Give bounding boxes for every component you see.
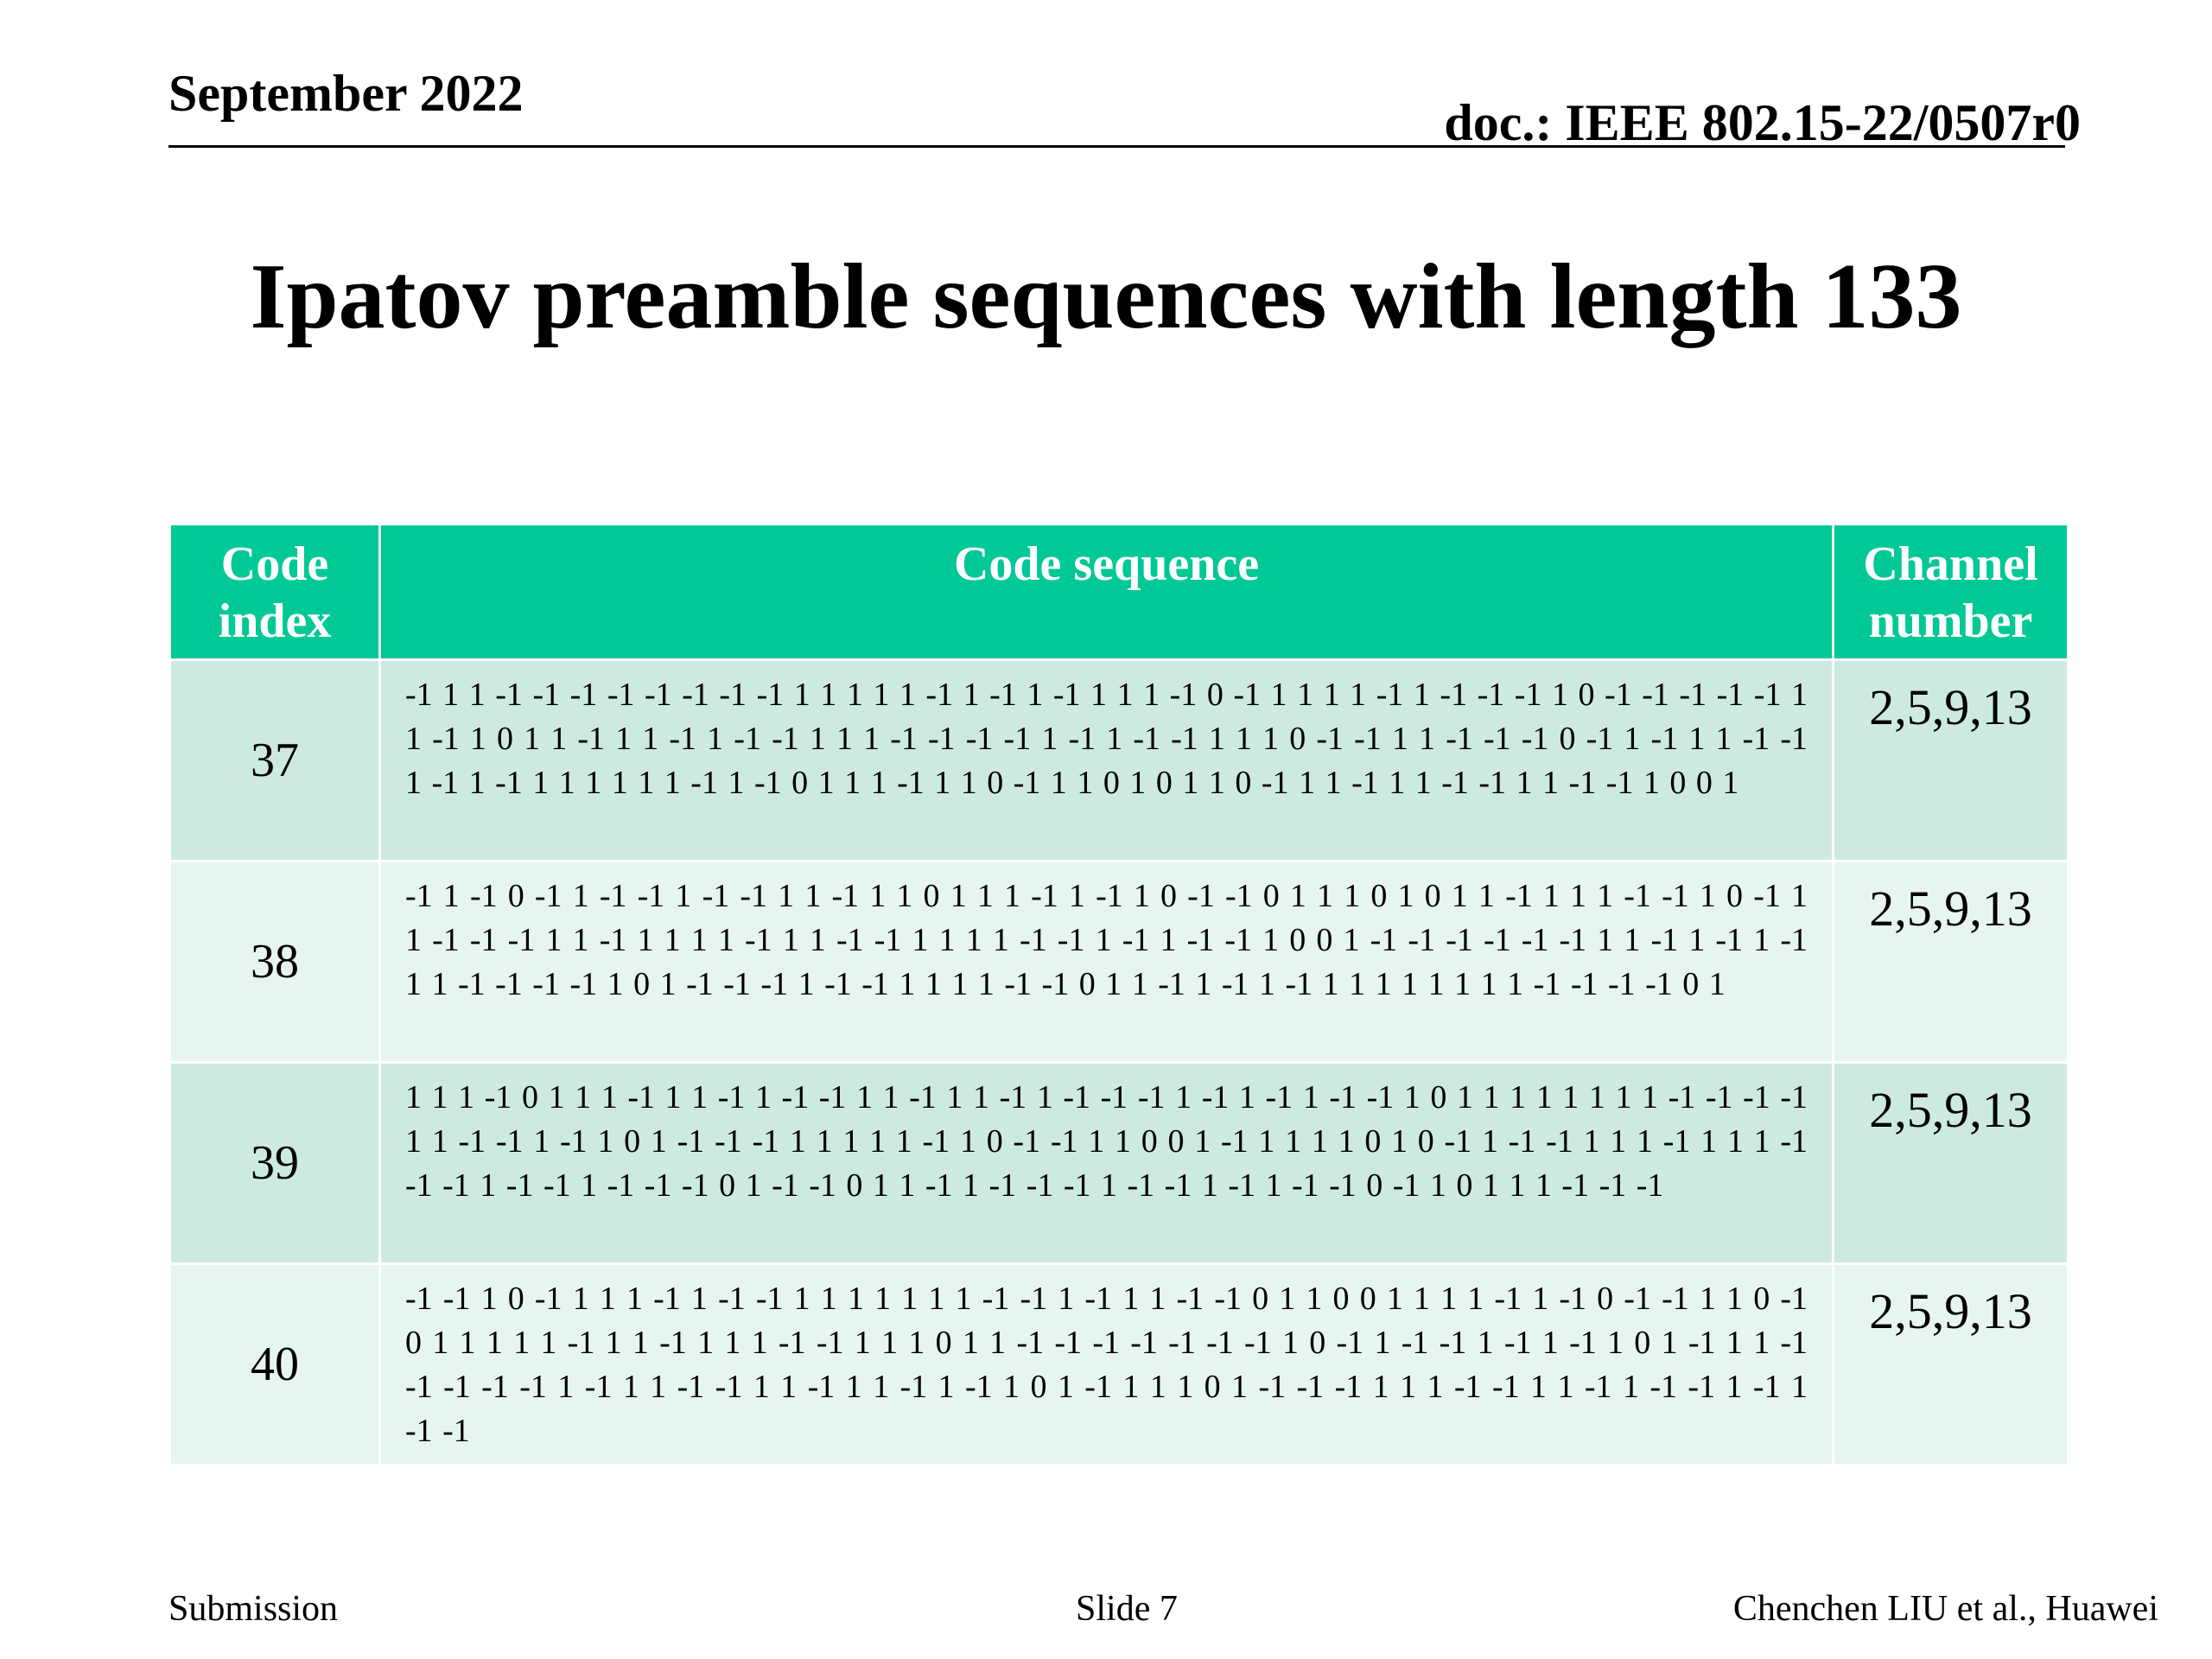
table-row xyxy=(170,861,2069,1063)
channel-number-cell: 2,5,9,13 xyxy=(1834,861,2069,1063)
table-row xyxy=(170,1063,2069,1264)
channel-number-cell: 2,5,9,13 xyxy=(1834,1264,2069,1465)
footer-slide-number: Slide 7 xyxy=(1076,1589,1178,1629)
footer-author: Chenchen LIU et al., Huawei xyxy=(1732,1589,2158,1629)
code-index-cell: 39 xyxy=(170,1063,380,1264)
header-channel-number: Channel number xyxy=(1834,524,2069,660)
table-header-row xyxy=(170,524,2069,660)
channel-number-cell: 2,5,9,13 xyxy=(1834,660,2069,861)
channel-number-cell: 2,5,9,13 xyxy=(1834,1063,2069,1264)
code-index-cell: 40 xyxy=(170,1264,380,1465)
code-sequence-cell: -1 1 -1 0 -1 1 -1 -1 1 -1 -1 1 1 -1 1 1 0 1 1 1 -1 1 -1 1 0 -1 -1 0 1 1 1 0 1 0 1 1 -1 1 1 1 -1 -1 1 0 -1 1 1 -1 -1 -1 1 1 -1 1 1 1 1 -1 1 1 -1 -1 1 1 1 1 -1 -1 1 -1 1 -1 -1 1 0 0 1 -1 -1 -1 -1 -1 -1 1 1 -1 1 -1 1 -1 1 1 -1 -1 -1 -1 1 0 1 -1 -1 -1 1 -1 -1 1 1 1 1 -1 -1 0 1 1 -1 1 -1 1 -1 1 1 1 1 1 1 1 1 -1 -1 -1 -1 0 1 xyxy=(380,861,1834,1063)
header-code-sequence: Code sequence xyxy=(380,524,1834,660)
code-sequence-cell: 1 1 1 -1 0 1 1 1 -1 1 1 -1 1 -1 -1 1 1 -1 1 1 -1 1 -1 -1 -1 1 -1 1 -1 1 -1 -1 1 0 1 1 1 1 1 1 1 1 -1 -1 -1 -1 1 1 -1 -1 1 -1 1 0 1 -1 -1 -1 1 1 1 1 1 -1 1 0 -1 -1 1 1 0 0 1 -1 1 1 1 1 0 1 0 -1 1 -1 -1 1 1 1 -1 1 1 1 -1 -1 -1 1 -1 -1 1 -1 -1 -1 0 1 -1 -1 0 1 1 -1 1 -1 -1 -1 1 -1 -1 1 -1 1 -1 -1 0 -1 1 0 1 1 1 -1 -1 -1 xyxy=(380,1063,1834,1264)
code-sequence-cell: -1 1 1 -1 -1 -1 -1 -1 -1 -1 -1 1 1 1 1 1 -1 1 -1 1 -1 1 1 1 -1 0 -1 1 1 1 1 -1 1 -1 -1 -1 1 0 -1 -1 -1 -1 -1 1 1 -1 1 0 1 1 -1 1 1 -1 1 -1 -1 1 1 1 -1 -1 -1 -1 1 -1 1 -1 -1 1 1 1 0 -1 -1 1 1 -1 -1 -1 0 -1 1 -1 1 1 -1 -1 1 -1 1 -1 1 1 1 1 1 1 -1 1 -1 0 1 1 1 -1 1 1 0 -1 1 1 0 1 0 1 1 0 -1 1 1 -1 1 1 -1 -1 1 1 -1 -1 1 0 0 1 xyxy=(380,660,1834,861)
header-doc-id: doc.: IEEE 802.15-22/0507r0 xyxy=(1444,94,2081,151)
header-divider xyxy=(168,145,2065,148)
code-sequence-cell: -1 -1 1 0 -1 1 1 1 -1 1 -1 -1 1 1 1 1 1 1 1 -1 -1 1 -1 1 1 -1 -1 0 1 1 0 0 1 1 1 1 -1 1 -1 0 -1 -1 1 1 0 -1 0 1 1 1 1 1 -1 1 1 -1 1 1 1 -1 -1 1 1 1 0 1 1 -1 -1 -1 -1 -1 -1 -1 1 0 -1 1 -1 -1 1 -1 1 -1 1 0 1 -1 1 1 -1 -1 -1 -1 -1 1 -1 1 1 -1 -1 1 1 -1 1 1 -1 1 -1 1 0 1 -1 1 1 1 0 1 -1 -1 -1 1 1 1 -1 -1 1 1 -1 1 -1 -1 1 -1 1 -1 -1 xyxy=(380,1264,1834,1465)
header-code-index: Code index xyxy=(170,524,380,660)
footer-submission: Submission xyxy=(168,1589,339,1629)
slide-title: Ipatov preamble sequences with length 133 xyxy=(250,245,1962,348)
code-table xyxy=(168,523,2069,1466)
table-row xyxy=(170,1264,2069,1465)
table-row xyxy=(170,660,2069,861)
code-index-cell: 37 xyxy=(170,660,380,861)
header-date: September 2022 xyxy=(168,65,524,122)
code-index-cell: 38 xyxy=(170,861,380,1063)
